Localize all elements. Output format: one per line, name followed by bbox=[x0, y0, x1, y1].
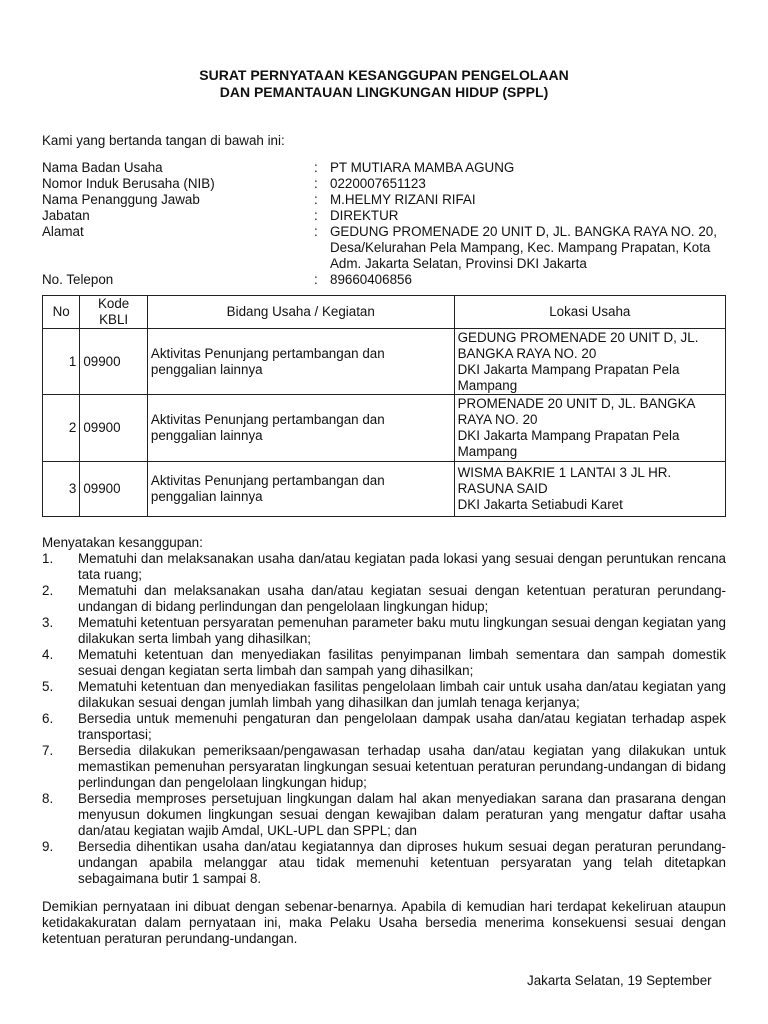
item-text: Bersedia dilakukan pemeriksaan/pengawasan terhadap usaha dan/atau kegiatan yang dilakukan untuk memastikan pemenuhan persyaratan lingkungan sesuai ketentuan peraturan perundang-undangan di bidang perlindungan dan pengelolaan lingkungan hidup; bbox=[78, 743, 726, 790]
item-text: Bersedia memproses persetujuan lingkungan dalam hal akan menyediakan sarana dan prasarana dengan menyusun dokumen lingkungan sesuai dengan kewajiban dalam peraturan yang mengatur daftar usaha dan/atau kegiatan wajib Amdal, UKL-UPL dan SPPL; dan bbox=[78, 791, 726, 838]
identity-value: PT MUTIARA MAMBA AGUNG bbox=[330, 160, 515, 175]
row-lokasi bbox=[454, 462, 725, 517]
row-no: 3 bbox=[43, 462, 80, 517]
item-number: 7. bbox=[42, 743, 54, 758]
identity-block bbox=[42, 160, 732, 288]
identity-colon: : bbox=[314, 272, 318, 287]
item-text: Mematuhi ketentuan dan menyediakan fasilitas penyimpanan limbah sementara dan sampah domestik sesuai dengan kegiatan serta limbah dan sampah yang dihasilkan; bbox=[78, 647, 726, 678]
identity-colon: : bbox=[314, 192, 318, 207]
identity-row-address bbox=[42, 224, 732, 272]
lokasi-address: GEDUNG PROMENADE 20 UNIT D, JL. BANGKA RAYA NO. 20 bbox=[457, 329, 699, 361]
identity-value: GEDUNG PROMENADE 20 UNIT D, JL. BANGKA RAYA NO. 20, Desa/Kelurahan Pela Mampang, Kec. Mampang Prapatan, Kota Adm. Jakarta Selatan, Provinsi DKI Jakarta bbox=[330, 224, 717, 271]
list-item bbox=[42, 791, 726, 839]
identity-colon: : bbox=[314, 160, 318, 175]
row-kbli: 09900 bbox=[80, 462, 148, 517]
identity-label: Nama Penanggung Jawab bbox=[42, 192, 200, 207]
identity-label: Jabatan bbox=[42, 208, 90, 223]
list-item bbox=[42, 615, 726, 647]
item-number: 8. bbox=[42, 791, 54, 806]
item-number: 6. bbox=[42, 711, 54, 726]
place-and-date: Jakarta Selatan, 19 September bbox=[527, 973, 712, 988]
list-item bbox=[42, 711, 726, 743]
row-kbli: 09900 bbox=[80, 329, 148, 395]
title-line-2: DAN PEMANTAUAN LINGKUNGAN HIDUP (SPPL) bbox=[219, 84, 549, 100]
item-text: Mematuhi ketentuan dan menyediakan fasilitas pengelolaan limbah cair untuk usaha dan/atau kegiatan yang dilakukan sesuai dengan jumlah limbah yang dihasilkan dan jumlah tenaga kerjanya; bbox=[78, 679, 726, 710]
lokasi-area: DKI Jakarta Mampang Prapatan Pela Mampang bbox=[457, 428, 680, 459]
table-row bbox=[43, 462, 726, 517]
identity-colon: : bbox=[314, 176, 318, 191]
identity-value: 0220007651123 bbox=[330, 176, 426, 191]
row-lokasi bbox=[454, 329, 725, 395]
declaration-heading: Menyatakan kesanggupan: bbox=[42, 535, 203, 550]
closing-paragraph: Demikian pernyataan ini dibuat dengan sebenar-benarnya. Apabila di kemudian hari terdapat kekeliruan ataupun ketidakakuratan dalam pernyataan ini, maka Pelaku Usaha bersedia menerima konsekuensi sesuai dengan ketentuan peraturan perundang-undangan. bbox=[42, 899, 726, 946]
item-text: Mematuhi dan melaksanakan usaha dan/atau kegiatan sesuai dengan ketentuan peraturan perundang-undangan di bidang perlindungan dan pengelolaan lingkungan hidup; bbox=[78, 583, 726, 614]
item-number: 4. bbox=[42, 647, 54, 662]
title-line-1: SURAT PERNYATAAN KESANGGUPAN PENGELOLAAN bbox=[199, 67, 569, 83]
intro-text: Kami yang bertanda tangan di bawah ini: bbox=[42, 133, 285, 148]
list-item bbox=[42, 839, 726, 887]
business-activity-table bbox=[42, 295, 726, 517]
row-bidang: Aktivitas Penunjang pertambangan dan penggalian lainnya bbox=[147, 462, 454, 517]
table-header-row bbox=[43, 296, 726, 329]
row-bidang: Aktivitas Penunjang pertambangan dan penggalian lainnya bbox=[147, 395, 454, 462]
list-item bbox=[42, 743, 726, 791]
identity-row-phone bbox=[42, 272, 732, 288]
identity-value: M.HELMY RIZANI RIFAI bbox=[330, 192, 476, 207]
lokasi-area: DKI Jakarta Setiabudi Karet bbox=[457, 497, 623, 512]
item-number: 2. bbox=[42, 583, 54, 598]
item-text: Bersedia untuk memenuhi pengaturan dan pengelolaan dampak usaha dan/atau kegiatan terhadap aspek transportasi; bbox=[78, 711, 726, 742]
row-lokasi bbox=[454, 395, 725, 462]
list-item bbox=[42, 583, 726, 615]
identity-value: DIREKTUR bbox=[330, 208, 399, 223]
identity-label: Nomor Induk Berusaha (NIB) bbox=[42, 176, 215, 191]
identity-value: 89660406856 bbox=[330, 272, 412, 287]
row-no: 2 bbox=[43, 395, 80, 462]
header-kbli: Kode KBLI bbox=[80, 296, 148, 329]
item-text: Mematuhi dan melaksanakan usaha dan/atau kegiatan pada lokasi yang sesuai dengan peruntukan rencana tata ruang; bbox=[78, 551, 726, 582]
table-row bbox=[43, 329, 726, 395]
table-row bbox=[43, 395, 726, 462]
list-item bbox=[42, 647, 726, 679]
row-kbli: 09900 bbox=[80, 395, 148, 462]
declaration-list bbox=[42, 551, 726, 887]
lokasi-address: PROMENADE 20 UNIT D, JL. BANGKA RAYA NO. 20 bbox=[457, 396, 695, 427]
identity-row-company bbox=[42, 160, 732, 176]
list-item bbox=[42, 551, 726, 583]
item-number: 9. bbox=[42, 839, 54, 854]
header-bidang: Bidang Usaha / Kegiatan bbox=[147, 296, 454, 329]
item-number: 5. bbox=[42, 679, 54, 694]
header-no: No bbox=[43, 296, 80, 329]
lokasi-address: WISMA BAKRIE 1 LANTAI 3 JL HR. RASUNA SAID bbox=[457, 465, 672, 496]
item-text: Bersedia dihentikan usaha dan/atau kegiatannya dan diproses hukum sesuai degan peraturan perundang-undangan apabila melanggar atau tidak memenuhi ketentuan persyaratan yang telah ditetapkan sebagaimana butir 1 sampai 8. bbox=[78, 839, 726, 886]
list-item bbox=[42, 679, 726, 711]
row-no: 1 bbox=[43, 329, 80, 395]
header-lokasi: Lokasi Usaha bbox=[454, 296, 725, 329]
identity-row-position bbox=[42, 208, 732, 224]
identity-row-nib bbox=[42, 176, 732, 192]
identity-label: Alamat bbox=[42, 224, 84, 239]
document-title bbox=[0, 67, 768, 101]
identity-row-responsible bbox=[42, 192, 732, 208]
lokasi-area: DKI Jakarta Mampang Prapatan Pela Mampang bbox=[457, 361, 680, 393]
identity-colon: : bbox=[314, 208, 318, 223]
identity-label: No. Telepon bbox=[42, 272, 114, 287]
identity-colon: : bbox=[314, 224, 318, 239]
item-text: Mematuhi ketentuan persyaratan pemenuhan parameter baku mutu lingkungan sesuai dengan kegiatan yang dilakukan serta limbah yang dihasilkan; bbox=[78, 615, 726, 646]
identity-label: Nama Badan Usaha bbox=[42, 160, 163, 175]
item-number: 3. bbox=[42, 615, 54, 630]
item-number: 1. bbox=[42, 551, 54, 566]
row-bidang: Aktivitas Penunjang pertambangan dan penggalian lainnya bbox=[147, 329, 454, 395]
